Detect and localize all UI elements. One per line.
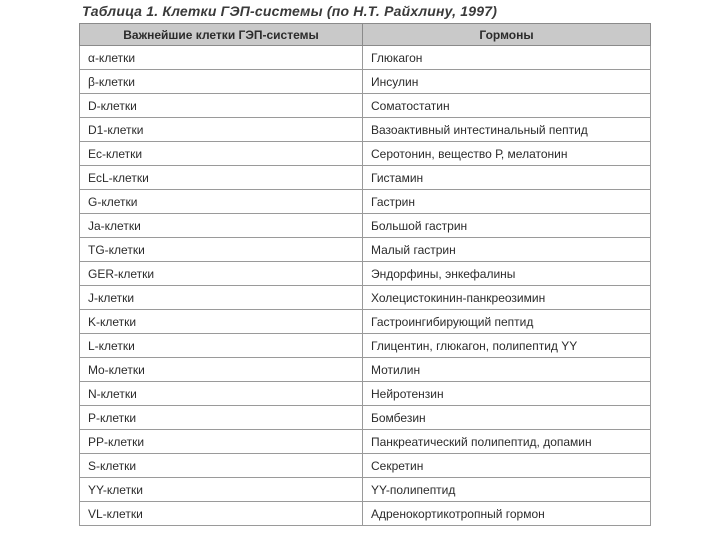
cell-type: G-клетки (80, 190, 363, 214)
table-row (80, 310, 651, 334)
table-row (80, 142, 651, 166)
table-row (80, 334, 651, 358)
hormone-list: Панкреатический полипептид, допамин (363, 430, 651, 454)
hormone-list: Инсулин (363, 70, 651, 94)
gep-cells-table (79, 23, 651, 526)
cell-type: D1-клетки (80, 118, 363, 142)
cell-type: Ec-клетки (80, 142, 363, 166)
table-row (80, 502, 651, 526)
hormone-list: Мотилин (363, 358, 651, 382)
table-row (80, 46, 651, 70)
hormone-list: Малый гастрин (363, 238, 651, 262)
hormone-list: Адренокортикотропный гормон (363, 502, 651, 526)
hormone-list: Вазоактивный интестинальный пептид (363, 118, 651, 142)
cell-type: N-клетки (80, 382, 363, 406)
cell-type: EcL-клетки (80, 166, 363, 190)
table-row (80, 190, 651, 214)
cell-type: YY-клетки (80, 478, 363, 502)
cell-type: K-клетки (80, 310, 363, 334)
table-row (80, 430, 651, 454)
hormone-list: Глицентин, глюкагон, полипептид YY (363, 334, 651, 358)
table-caption: Таблица 1. Клетки ГЭП-системы (по Н.Т. Райхлину, 1997) (82, 3, 498, 19)
header-hormones: Гормоны (363, 24, 651, 46)
table-row (80, 286, 651, 310)
hormone-list: Гистамин (363, 166, 651, 190)
table-row (80, 214, 651, 238)
hormone-list: Большой гастрин (363, 214, 651, 238)
cell-type: J-клетки (80, 286, 363, 310)
cell-type: L-клетки (80, 334, 363, 358)
header-cell-types: Важнейшие клетки ГЭП-системы (80, 24, 363, 46)
table-row (80, 358, 651, 382)
table-row (80, 382, 651, 406)
hormone-list: Глюкагон (363, 46, 651, 70)
table-row (80, 166, 651, 190)
hormone-list: Бомбезин (363, 406, 651, 430)
cell-type: D-клетки (80, 94, 363, 118)
table-row (80, 94, 651, 118)
table-body (80, 46, 651, 526)
table-row (80, 406, 651, 430)
cell-type: TG-клетки (80, 238, 363, 262)
table-row (80, 118, 651, 142)
cell-type: VL-клетки (80, 502, 363, 526)
cell-type: Ja-клетки (80, 214, 363, 238)
table-row (80, 262, 651, 286)
hormone-list: Эндорфины, энкефалины (363, 262, 651, 286)
cell-type: PP-клетки (80, 430, 363, 454)
hormone-list: Нейротензин (363, 382, 651, 406)
table-row (80, 454, 651, 478)
hormone-list: YY-полипептид (363, 478, 651, 502)
hormone-list: Соматостатин (363, 94, 651, 118)
hormone-list: Холецистокинин-панкреозимин (363, 286, 651, 310)
cell-type: GER-клетки (80, 262, 363, 286)
table-row (80, 238, 651, 262)
hormone-list: Серотонин, вещество Р, мелатонин (363, 142, 651, 166)
hormone-list: Гастроингибирующий пептид (363, 310, 651, 334)
cell-type: β-клетки (80, 70, 363, 94)
table-row (80, 70, 651, 94)
hormone-list: Гастрин (363, 190, 651, 214)
cell-type: P-клетки (80, 406, 363, 430)
cell-type: α-клетки (80, 46, 363, 70)
hormone-list: Секретин (363, 454, 651, 478)
table-row (80, 478, 651, 502)
cell-type: Mo-клетки (80, 358, 363, 382)
cell-type: S-клетки (80, 454, 363, 478)
table-header-row (80, 24, 651, 46)
